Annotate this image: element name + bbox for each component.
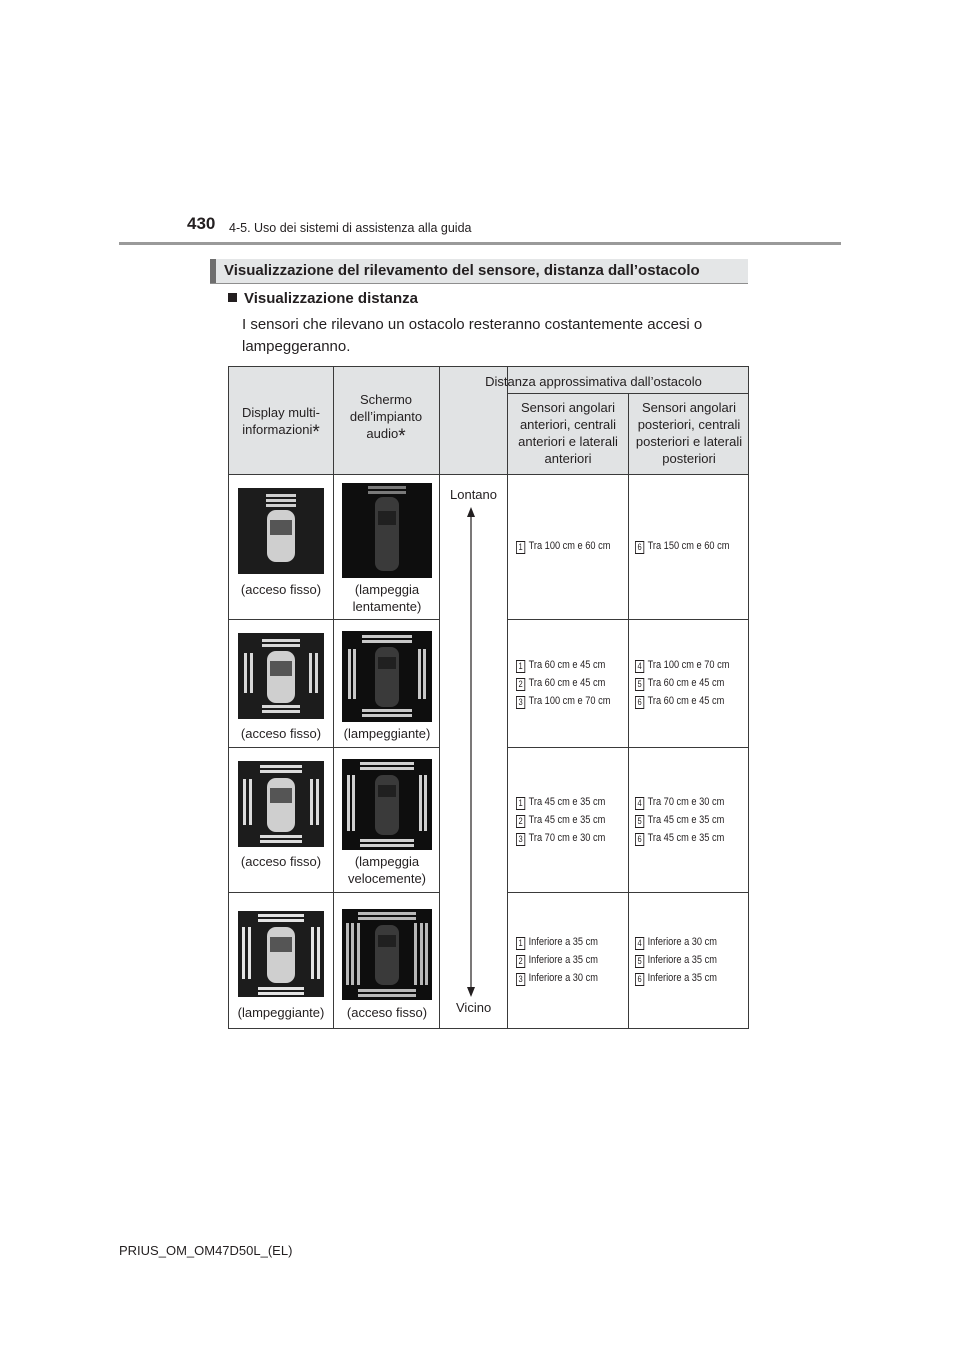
- distance-table: [228, 366, 749, 1029]
- page-number: 430: [187, 214, 216, 233]
- sensor-number: 3: [516, 833, 525, 846]
- near-label: Vicino: [456, 1000, 492, 1015]
- distance-text: Tra 60 cm e 45 cm: [647, 695, 725, 707]
- distance-row: [516, 793, 605, 811]
- sensor-number: 6: [635, 833, 644, 846]
- sensor-number: 4: [635, 797, 644, 810]
- front-distances: [516, 656, 610, 710]
- distance-row: [635, 969, 717, 987]
- distance-text: Inferiore a 35 cm: [647, 954, 717, 966]
- front-distances: [516, 793, 605, 847]
- sensor-number: 3: [516, 973, 525, 986]
- distance-row: [516, 656, 610, 674]
- distance-text: Tra 100 cm e 70 cm: [528, 695, 611, 707]
- rear-distances: [635, 933, 717, 987]
- header-multi-info-text: Display multi-informazioni: [241, 405, 320, 437]
- section-header: [210, 259, 748, 284]
- distance-row: [635, 933, 717, 951]
- sensor-number: 2: [516, 678, 525, 691]
- distance-text: Tra 70 cm e 30 cm: [528, 832, 606, 844]
- sensor-number: 6: [635, 541, 644, 554]
- multi-display-image: [238, 633, 324, 719]
- sensor-number: 1: [516, 541, 525, 554]
- distance-row: [635, 811, 724, 829]
- distance-text: Inferiore a 35 cm: [647, 972, 717, 984]
- distance-text: Tra 45 cm e 35 cm: [647, 832, 725, 844]
- audio-screen-image: [342, 909, 432, 1000]
- multi-display-image: [238, 911, 324, 997]
- footer-doc-id: PRIUS_OM_OM47D50L_(EL): [119, 1243, 293, 1258]
- distance-row: [516, 969, 598, 987]
- sensor-number: 2: [516, 955, 525, 968]
- footnote-mark: *: [398, 426, 406, 447]
- audio-screen-image: [342, 759, 432, 850]
- distance-row: [516, 951, 598, 969]
- distance-text: Tra 45 cm e 35 cm: [647, 814, 725, 826]
- distance-text: Tra 100 cm e 70 cm: [647, 659, 730, 671]
- header-rear-sensors: Sensori angolari posteriori, centrali posteriori e laterali posteriori: [635, 400, 743, 466]
- distance-text: Tra 60 cm e 45 cm: [647, 677, 725, 689]
- distance-text: Tra 45 cm e 35 cm: [528, 796, 606, 808]
- sensor-number: 4: [635, 660, 644, 673]
- distance-text: Inferiore a 30 cm: [647, 936, 717, 948]
- sensor-number: 6: [635, 973, 644, 986]
- distance-row: [635, 951, 717, 969]
- sensor-number: 5: [635, 678, 644, 691]
- distance-text: Tra 60 cm e 45 cm: [528, 659, 606, 671]
- header-audio-screen: [342, 391, 430, 447]
- distance-arrow: [465, 507, 477, 997]
- distance-text: Tra 45 cm e 35 cm: [528, 814, 606, 826]
- distance-row: [635, 692, 729, 710]
- distance-row: [635, 656, 729, 674]
- distance-row: [635, 537, 729, 555]
- distance-row: [516, 674, 610, 692]
- caption-multi: (acceso fisso): [240, 726, 322, 741]
- header-multi-info: [229, 404, 333, 443]
- sensor-number: 5: [635, 815, 644, 828]
- distance-text: Inferiore a 35 cm: [528, 954, 598, 966]
- distance-row: [516, 692, 610, 710]
- distance-text: Inferiore a 30 cm: [528, 972, 598, 984]
- footnote-mark: *: [312, 422, 320, 443]
- far-label: Lontano: [450, 487, 497, 502]
- section-title: Visualizzazione del rilevamento del sensore, distanza dall’ostacolo: [224, 262, 700, 279]
- distance-row: [635, 674, 729, 692]
- sensor-number: 6: [635, 696, 644, 709]
- distance-row: [516, 933, 598, 951]
- distance-text: Tra 60 cm e 45 cm: [528, 677, 606, 689]
- subheading-text: Visualizzazione distanza: [244, 290, 418, 307]
- square-bullet-icon: [228, 293, 237, 302]
- chapter-title: 4-5. Uso dei sistemi di assistenza alla guida: [229, 221, 472, 235]
- caption-audio: (lampeggia lentamente): [352, 582, 422, 614]
- caption-audio: (lampeggiante): [343, 726, 431, 741]
- caption-audio: (lampeggia velocemente): [347, 854, 427, 886]
- header-rule: [119, 242, 841, 245]
- header-audio-screen-text: Schermo dell’impianto audio: [349, 392, 423, 441]
- distance-row: [516, 537, 610, 555]
- caption-multi: (acceso fisso): [240, 854, 322, 869]
- audio-screen-image: [342, 631, 432, 722]
- rear-distances: [635, 656, 729, 710]
- sensor-number: 5: [635, 955, 644, 968]
- caption-audio: (acceso fisso): [346, 1005, 428, 1020]
- front-distances: [516, 933, 598, 987]
- distance-text: Tra 70 cm e 30 cm: [647, 796, 725, 808]
- front-distances: [516, 537, 610, 555]
- distance-row: [635, 793, 724, 811]
- rear-distances: [635, 537, 729, 555]
- sensor-number: 1: [516, 660, 525, 673]
- header-distance: Distanza approssimativa dall’ostacolo: [485, 374, 702, 389]
- audio-screen-image: [342, 483, 432, 578]
- sensor-number: 1: [516, 797, 525, 810]
- sensor-number: 1: [516, 937, 525, 950]
- rear-distances: [635, 793, 724, 847]
- header-front-sensors: Sensori angolari anteriori, centrali anteriori e laterali anteriori: [518, 400, 618, 466]
- sensor-number: 3: [516, 696, 525, 709]
- body-paragraph: I sensori che rilevano un ostacolo resteranno costantemente accesi o lampeggeranno.: [242, 316, 703, 355]
- distance-text: Tra 100 cm e 60 cm: [528, 540, 611, 552]
- multi-display-image: [238, 761, 324, 847]
- distance-row: [516, 829, 605, 847]
- distance-row: [516, 811, 605, 829]
- distance-text: Tra 150 cm e 60 cm: [647, 540, 730, 552]
- sensor-number: 4: [635, 937, 644, 950]
- distance-text: Inferiore a 35 cm: [528, 936, 598, 948]
- subheading: [228, 290, 418, 307]
- distance-row: [635, 829, 724, 847]
- multi-display-image: [238, 488, 324, 574]
- caption-multi: (acceso fisso): [240, 582, 322, 597]
- sensor-number: 2: [516, 815, 525, 828]
- caption-multi: (lampeggiante): [237, 1005, 325, 1020]
